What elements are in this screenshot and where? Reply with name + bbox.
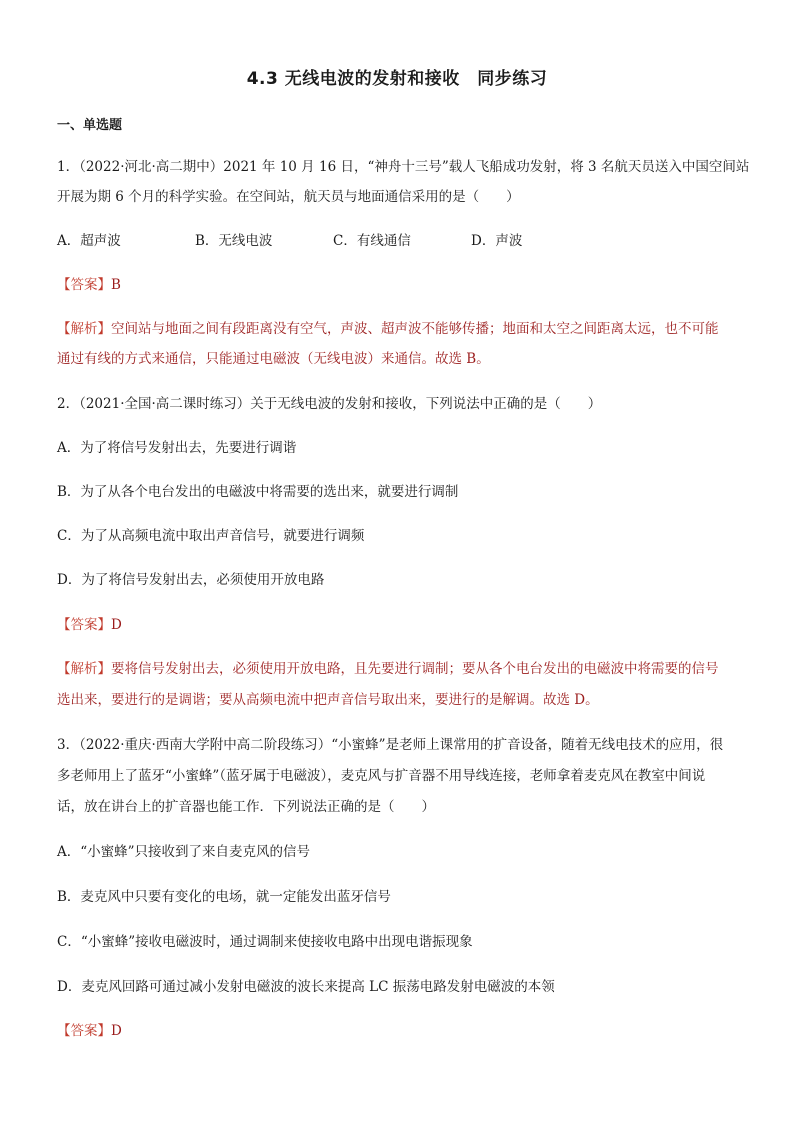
answer-label: 【答案】 (57, 277, 111, 293)
analysis-label: 【解析】 (57, 661, 111, 677)
q2-analysis-line2: 选出来，要进行的是调谐；要从高频电流中把声音信号取出来，要进行的是解调。故选 D。 (57, 692, 599, 708)
answer-label: 【答案】 (57, 617, 111, 633)
q3-stem-line1: 3．（2022·重庆·西南大学附中高二阶段练习）“小蜜蜂”是老师上课常用的扩音设备，随着无线电技术的应用，很 (57, 737, 724, 753)
q3-option-c: C．“小蜜蜂”接收电磁波时，通过调制来使接收电路中出现电谐振现象 (57, 934, 473, 950)
analysis-label: 【解析】 (57, 321, 111, 337)
q1-option-b: B．无线电波 (195, 233, 273, 249)
q1-stem-line1: 1．（2022·河北·高二期中）2021 年 10 月 16 日，“神舟十三号”载人飞船成功发射，将 3 名航天员送入中国空间站 (57, 159, 750, 175)
q3-option-a: A．“小蜜蜂”只接收到了来自麦克风的信号 (57, 844, 311, 860)
answer-label: 【答案】 (57, 1023, 111, 1039)
q2-analysis-line1 (57, 659, 757, 679)
q1-stem-line2: 开展为期 6 个月的科学实验。在空间站，航天员与地面通信采用的是（ ） (57, 189, 520, 205)
q3-option-b: B．麦克风中只要有变化的电场，就一定能发出蓝牙信号 (57, 889, 391, 905)
q1-analysis-line1 (57, 319, 757, 339)
q3-option-d: D．麦克风回路可通过减小发射电磁波的波长来提高 LC 振荡电路发射电磁波的本领 (57, 979, 555, 995)
q3-answer (57, 1021, 757, 1041)
page-title: 4.3 无线电波的发射和接收 同步练习 (246, 69, 548, 89)
q2-option-c: C．为了从高频电流中取出声音信号，就要进行调频 (57, 528, 365, 544)
q1-option-c: C．有线通信 (333, 233, 411, 249)
q1-analysis-line2: 通过有线的方式来通信，只能通过电磁波（无线电波）来通信。故选 B。 (57, 351, 490, 367)
q1-analysis-text1: 空间站与地面之间有段距离没有空气，声波、超声波不能够传播；地面和太空之间距离太远，也不可能 (111, 321, 719, 337)
q2-option-d: D．为了将信号发射出去，必须使用开放电路 (57, 572, 325, 588)
q1-answer (57, 275, 757, 295)
q2-stem-line1: 2．（2021·全国·高二课时练习）关于无线电波的发射和接收，下列说法中正确的是（ ） (57, 396, 602, 412)
q2-option-b: B．为了从各个电台发出的电磁波中将需要的选出来，就要进行调制 (57, 484, 459, 500)
q2-analysis-text1: 要将信号发射出去，必须使用开放电路，且先要进行调制；要从各个电台发出的电磁波中将需要的信号 (111, 661, 719, 677)
q2-option-a: A．为了将信号发射出去，先要进行调谐 (57, 440, 297, 456)
q3-stem-line2: 多老师用上了蓝牙“小蜜蜂”（蓝牙属于电磁波），麦克风与扩音器不用导线连接，老师拿着麦克风在教室中间说 (57, 768, 706, 784)
q2-answer-value: D (111, 617, 122, 633)
section-heading: 一、单选题 (57, 118, 123, 133)
q3-answer-value: D (111, 1023, 122, 1039)
q1-answer-value: B (111, 277, 121, 293)
q1-option-d: D．声波 (471, 233, 523, 249)
q1-options (57, 231, 757, 251)
q2-answer (57, 615, 757, 635)
q3-stem-line3: 话，放在讲台上的扩音器也能工作．下列说法正确的是（ ） (57, 799, 435, 815)
q1-option-a: A．超声波 (57, 233, 121, 249)
